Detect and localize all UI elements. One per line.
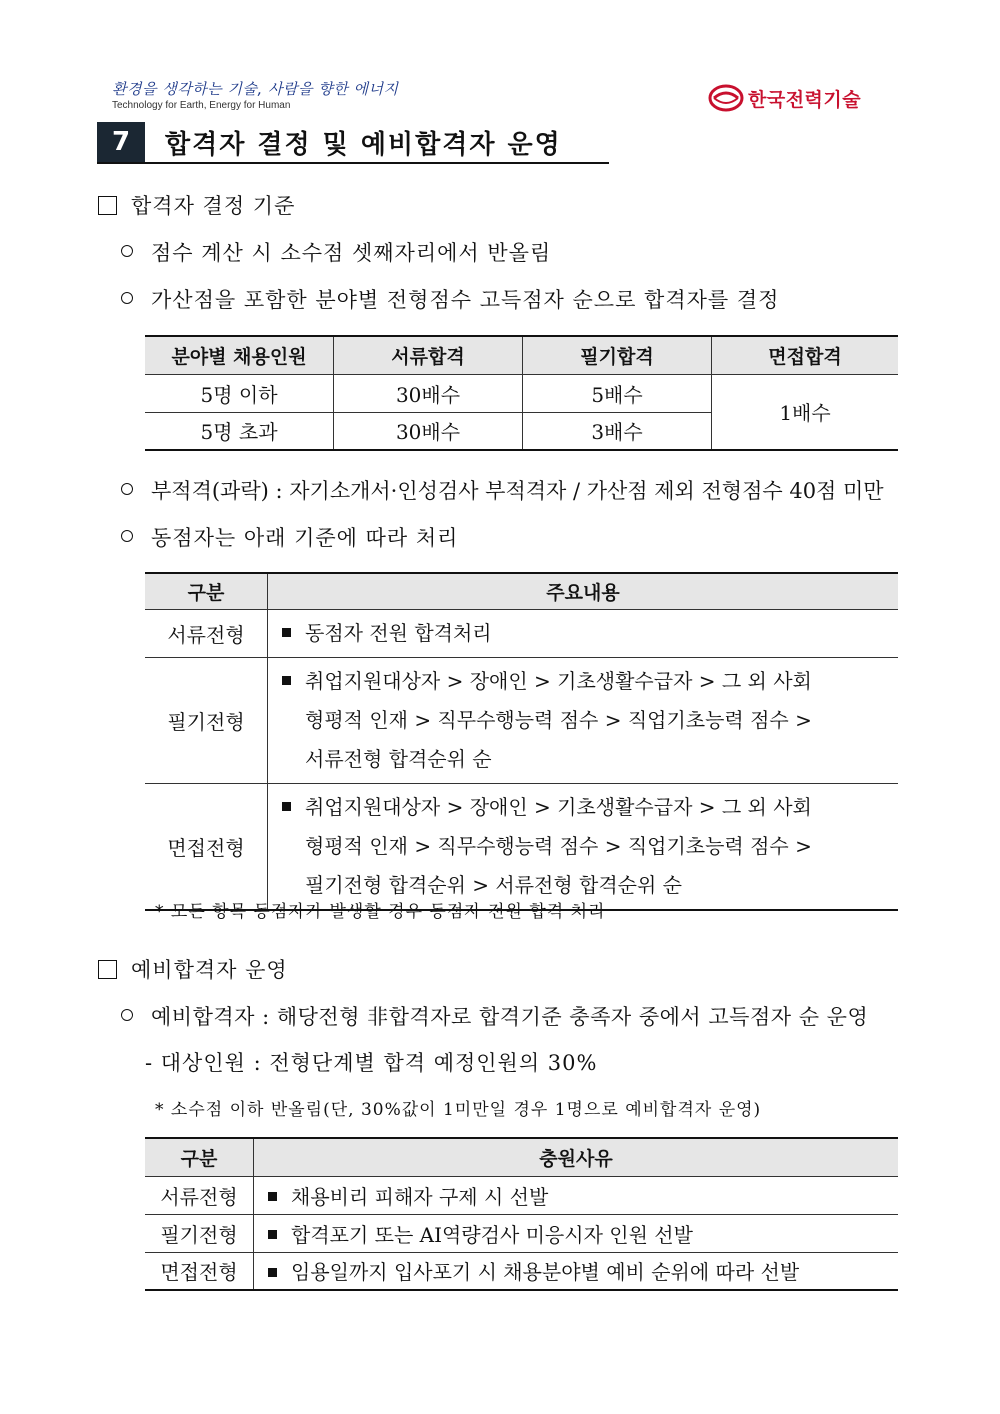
table-header: 필기합격 <box>523 336 712 374</box>
table-row <box>145 1252 898 1290</box>
row-content <box>254 1214 899 1252</box>
bullet-circle-icon <box>121 530 133 542</box>
slogan <box>112 78 398 111</box>
reserve-table <box>145 1137 898 1291</box>
brand-name: 한국전력기술 <box>748 88 862 111</box>
criteria-item <box>121 237 551 267</box>
bullet-circle-icon <box>121 483 133 495</box>
slogan-korean: 환경을 생각하는 기술, 사람을 향한 에너지 <box>112 80 399 98</box>
table-cell: 30배수 <box>334 412 523 450</box>
table-header: 서류합격 <box>334 336 523 374</box>
row-label: 면접전형 <box>145 1252 254 1290</box>
table-header: 면접합격 <box>712 336 899 374</box>
content-line: 취업지원대상자 > 장애인 > 기초생활수급자 > 그 외 사회 <box>305 794 812 819</box>
table-cell: 5배수 <box>523 374 712 412</box>
table-row <box>145 783 898 910</box>
bullet-square-icon <box>268 1192 277 1201</box>
content-line: 취업지원대상자 > 장애인 > 기초생활수급자 > 그 외 사회 <box>305 668 812 693</box>
section-heading: 합격자 결정 및 예비합격자 운영 <box>165 129 562 160</box>
content-line: 필기전형 합격순위 > 서류전형 합격순위 순 <box>305 872 682 897</box>
disqualify-text: 부적격(과락) : 자기소개서·인성검사 부적격자 / 가산점 제외 전형점수 40점 미만 <box>151 479 884 503</box>
table-header: 충원사유 <box>254 1138 899 1176</box>
bullet-square-icon <box>282 628 291 637</box>
criteria-item <box>121 284 779 314</box>
row-label: 면접전형 <box>145 783 268 910</box>
table-row <box>145 657 898 783</box>
table-header: 주요내용 <box>268 573 899 609</box>
slogan-english: Technology for Earth, Energy for Human <box>112 100 291 111</box>
criteria-heading <box>98 190 295 220</box>
reserve-heading-text: 예비합격자 운영 <box>131 958 288 982</box>
tie-note: * 모든 항목 동점자가 발생할 경우 동점자 전원 합격 처리 <box>155 902 606 922</box>
content-line: 채용비리 피해자 구제 시 선발 <box>291 1184 549 1209</box>
row-label: 서류전형 <box>145 1176 254 1214</box>
row-label: 필기전형 <box>145 657 268 783</box>
section-title <box>97 122 609 164</box>
table-cell-merged: 1배수 <box>712 374 899 450</box>
row-label: 서류전형 <box>145 609 268 657</box>
reserve-item-text: 예비합격자 : 해당전형 非합격자로 합격기준 충족자 중에서 고득점자 순 운영 <box>151 1005 869 1029</box>
table-row <box>145 374 898 412</box>
tie-break-table <box>145 572 898 911</box>
table-row <box>145 609 898 657</box>
row-content <box>254 1176 899 1214</box>
bullet-circle-icon <box>121 245 133 257</box>
bullet-square-icon <box>268 1268 277 1277</box>
reserve-heading <box>98 954 288 984</box>
reserve-note: * 소수점 이하 반올림(단, 30%값이 1미만일 경우 1명으로 예비합격자 운영) <box>155 1100 762 1120</box>
pass-multiplier-table <box>145 335 898 451</box>
row-content <box>268 783 899 910</box>
bullet-circle-icon <box>121 292 133 304</box>
bullet-square-icon <box>282 676 291 685</box>
kepco-logo-icon <box>708 84 744 112</box>
tie-item-text: 동점자는 아래 기준에 따라 처리 <box>151 526 459 550</box>
table-cell: 5명 이하 <box>145 374 334 412</box>
content-line: 동점자 전원 합격처리 <box>305 620 492 645</box>
table-header: 분야별 채용인원 <box>145 336 334 374</box>
content-line: 형평적 인재 > 직무수행능력 점수 > 직업기초능력 점수 > <box>305 833 812 858</box>
bullet-square-icon <box>282 802 291 811</box>
table-cell: 3배수 <box>523 412 712 450</box>
criteria-heading-text: 합격자 결정 기준 <box>131 194 296 218</box>
bullet-square-icon <box>268 1230 277 1239</box>
row-content <box>254 1252 899 1290</box>
tie-item <box>121 522 458 552</box>
table-cell: 30배수 <box>334 374 523 412</box>
table-header: 구분 <box>145 1138 254 1176</box>
table-row <box>145 1176 898 1214</box>
section-number: 7 <box>97 122 145 162</box>
disqualify-item <box>121 475 884 505</box>
content-line: 합격포기 또는 AI역량검사 미응시자 인원 선발 <box>291 1222 693 1247</box>
row-content <box>268 657 899 783</box>
table-row <box>145 1214 898 1252</box>
table-header: 구분 <box>145 573 268 609</box>
company-brand <box>708 84 861 112</box>
checkbox-square-icon <box>98 960 117 979</box>
content-line: 형평적 인재 > 직무수행능력 점수 > 직업기초능력 점수 > <box>305 707 812 732</box>
content-line: 서류전형 합격순위 순 <box>305 746 492 771</box>
criteria-item-text: 가산점을 포함한 분야별 전형점수 고득점자 순으로 합격자를 결정 <box>151 288 780 312</box>
row-content <box>268 609 899 657</box>
checkbox-square-icon <box>98 196 117 215</box>
reserve-item <box>121 1001 868 1031</box>
criteria-item-text: 점수 계산 시 소수점 셋째자리에서 반올림 <box>151 241 552 265</box>
content-line: 임용일까지 입사포기 시 채용분야별 예비 순위에 따라 선발 <box>291 1260 800 1285</box>
row-label: 필기전형 <box>145 1214 254 1252</box>
table-cell: 5명 초과 <box>145 412 334 450</box>
bullet-circle-icon <box>121 1009 133 1021</box>
reserve-sub-item: - 대상인원 : 전형단계별 합격 예정인원의 30% <box>145 1051 598 1075</box>
